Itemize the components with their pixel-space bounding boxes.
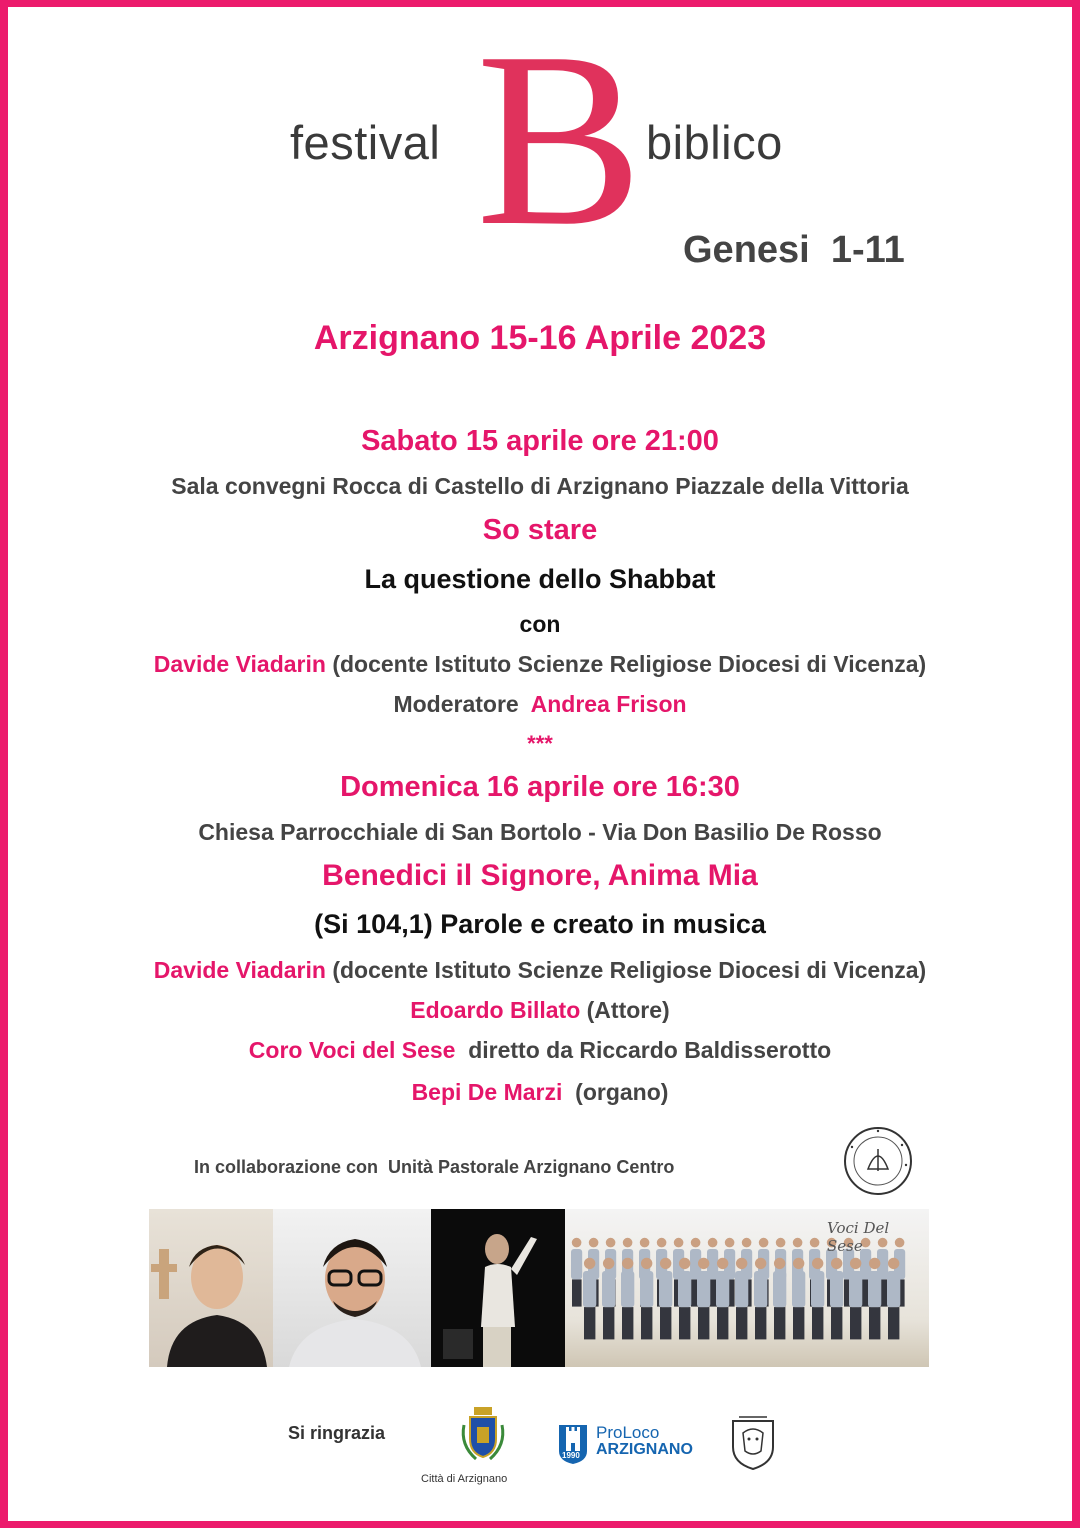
organist-role: (organo): [562, 1079, 669, 1105]
theme-title: Genesi 1-11: [683, 229, 905, 271]
day1-speaker-role: (docente Istituto Scienze Religiose Diocesi di Vicenza): [325, 651, 927, 677]
photo-strip: [149, 1209, 929, 1367]
choir-name: Coro Voci del Sese: [248, 1037, 456, 1063]
photo-actor: [431, 1209, 565, 1367]
separator: ***: [527, 731, 553, 756]
day1-speaker: [8, 651, 1072, 678]
day2-subtitle: (Si 104,1) Parole e creato in musica: [314, 909, 766, 939]
choir-role: diretto da Riccardo Baldisserotto: [455, 1037, 832, 1063]
moderator-label: Moderatore: [393, 691, 531, 717]
logo-letter-b: B: [476, 1, 643, 278]
day1-subtitle: La questione dello Shabbat: [364, 564, 716, 594]
day2-speaker-name: Davide Viadarin: [153, 957, 326, 983]
day2-organist: [8, 1079, 1072, 1106]
proloco-logo: [556, 1421, 701, 1465]
event-dates: Arzignano 15-16 Aprile 2023: [313, 319, 767, 357]
proloco-name: ProLoco: [596, 1423, 660, 1442]
logo-word-festival: festival: [290, 116, 441, 169]
day1-speaker-name: Davide Viadarin: [153, 651, 326, 677]
day2-datetime: Domenica 16 aprile ore 16:30: [340, 771, 740, 803]
day2-actor: [8, 997, 1072, 1024]
day1-with: con: [519, 611, 561, 637]
city-caption: Città di Arzignano: [421, 1473, 508, 1485]
seal-emblem-icon: [842, 1125, 914, 1197]
moderator-name: Andrea Frison: [530, 691, 687, 717]
day2-speaker: [8, 957, 1072, 984]
actor-name: Edoardo Billato: [410, 997, 581, 1023]
organist-name: Bepi De Marzi: [411, 1079, 563, 1105]
day2-speaker-role: (docente Istituto Scienze Religiose Diocesi di Vicenza): [325, 957, 927, 983]
city-coat-of-arms-icon: [458, 1405, 508, 1465]
photo-choir: [565, 1209, 929, 1367]
proloco-year: 1990: [562, 1451, 580, 1460]
day2-title: Benedici il Signore, Anima Mia: [322, 859, 758, 892]
logo-word-biblico: biblico: [646, 116, 783, 169]
collaboration-text: In collaborazione con Unità Pastorale Arzignano Centro: [194, 1157, 675, 1177]
choir-logo-text: Voci Del Sese: [827, 1219, 890, 1255]
day1-title: So stare: [482, 514, 598, 546]
photo-speaker-billato: [273, 1209, 431, 1367]
actor-role: (Attore): [580, 997, 670, 1023]
day1-moderator: [8, 691, 1072, 718]
proloco-city: ARZIGNANO: [596, 1441, 693, 1458]
thanks-label: Si ringrazia: [288, 1423, 386, 1443]
day1-datetime: Sabato 15 aprile ore 21:00: [361, 425, 719, 457]
day2-choir: [8, 1037, 1072, 1064]
day2-location: Chiesa Parrocchiale di San Bortolo - Via Don Basilio De Rosso: [198, 819, 882, 845]
proloco-seal-icon: [727, 1413, 779, 1471]
day1-location: Sala convegni Rocca di Castello di Arzignano Piazzale della Vittoria: [171, 473, 909, 499]
photo-speaker-viadarin: [149, 1209, 273, 1367]
